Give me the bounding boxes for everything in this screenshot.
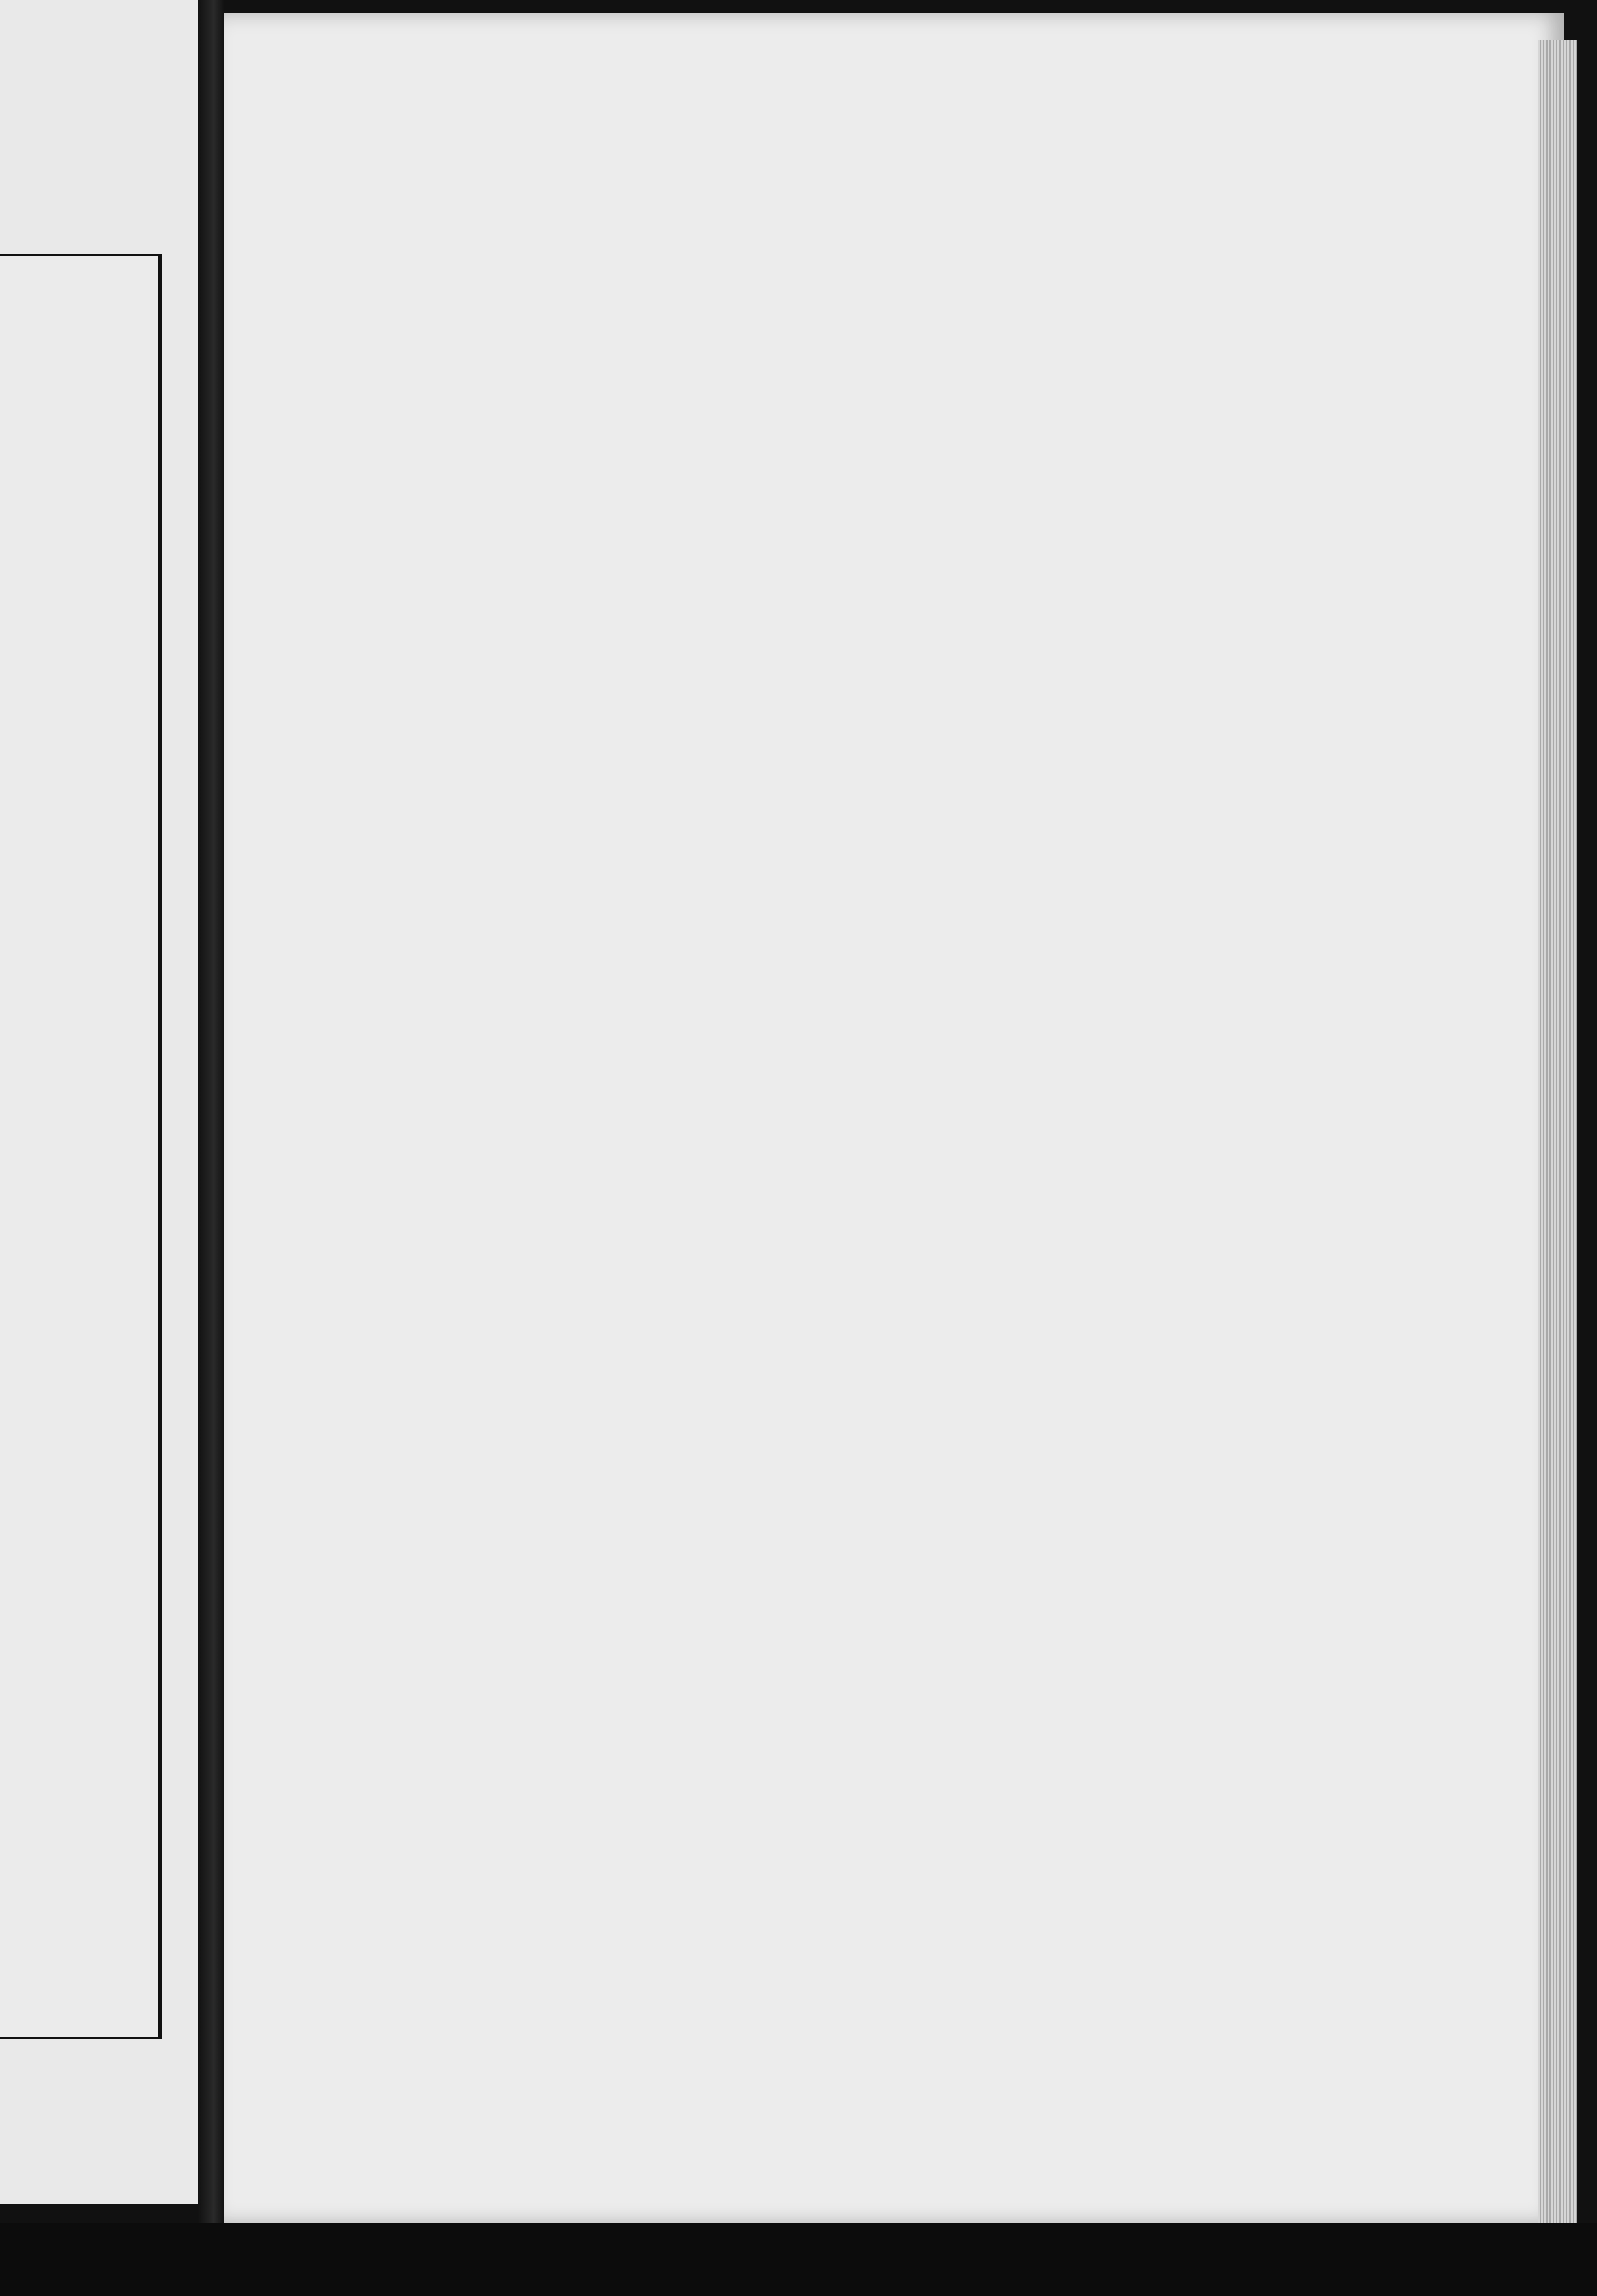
rotated-table-rows [0, 256, 148, 2037]
left-facing-page [0, 0, 205, 2204]
book-binding [198, 0, 224, 2296]
scan-bottom-shadow [0, 2223, 1597, 2296]
page-edge [1538, 40, 1577, 2230]
page [224, 13, 1564, 2223]
rotated-elements-table [0, 254, 162, 2039]
